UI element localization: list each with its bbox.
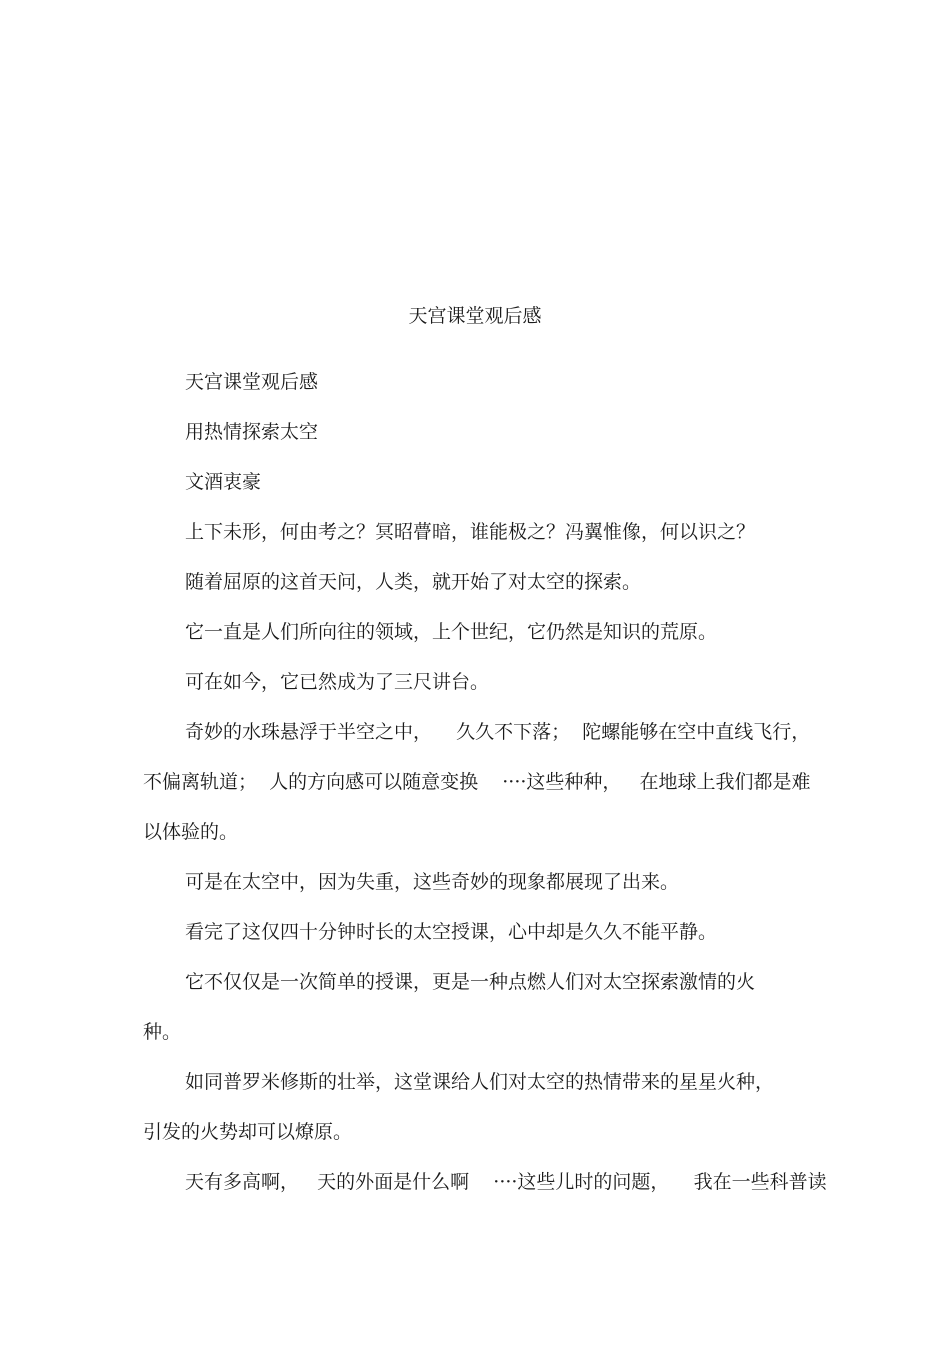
paragraph-line: 如同普罗米修斯的壮举，这堂课给人们对太空的热情带来的星星火种， — [185, 1071, 775, 1093]
paragraph-subtitle: 用热情探索太空 — [185, 421, 319, 443]
paragraph-line: 不偏离轨道； 人的方向感可以随意变换 ····这些种种， 在地球上我们都是难 — [143, 771, 811, 793]
paragraph-author: 文酒衷豪 — [185, 471, 262, 493]
paragraph-line: 以体验的。 — [143, 821, 239, 843]
paragraph-line: 上下未形，何由考之？冥昭瞢暗，谁能极之？冯翼惟像，何以识之？ — [185, 521, 756, 543]
paragraph-line: 天有多高啊， 天的外面是什么啊 ····这些儿时的问题， 我在一些科普读 — [185, 1171, 827, 1193]
document-title: 天宫课堂观后感 — [408, 305, 542, 327]
paragraph-line: 随着屈原的这首天问，人类，就开始了对太空的探索。 — [185, 571, 642, 593]
paragraph-line: 奇妙的水珠悬浮于半空之中， 久久不下落； 陀螺能够在空中直线飞行， — [185, 721, 811, 743]
paragraph-line: 它一直是人们所向往的领域，上个世纪，它仍然是知识的荒原。 — [185, 621, 718, 643]
paragraph-line: 看完了这仅四十分钟时长的太空授课，心中却是久久不能平静。 — [185, 921, 718, 943]
paragraph-line: 它不仅仅是一次简单的授课，更是一种点燃人们对太空探索激情的火 — [185, 971, 756, 993]
paragraph-line: 种。 — [143, 1021, 182, 1043]
paragraph-line: 引发的火势却可以燎原。 — [143, 1121, 353, 1143]
paragraph-line: 可在如今，它已然成为了三尺讲台。 — [185, 671, 490, 693]
paragraph-heading: 天宫课堂观后感 — [185, 371, 319, 393]
paragraph-line: 可是在太空中，因为失重，这些奇妙的现象都展现了出来。 — [185, 871, 680, 893]
